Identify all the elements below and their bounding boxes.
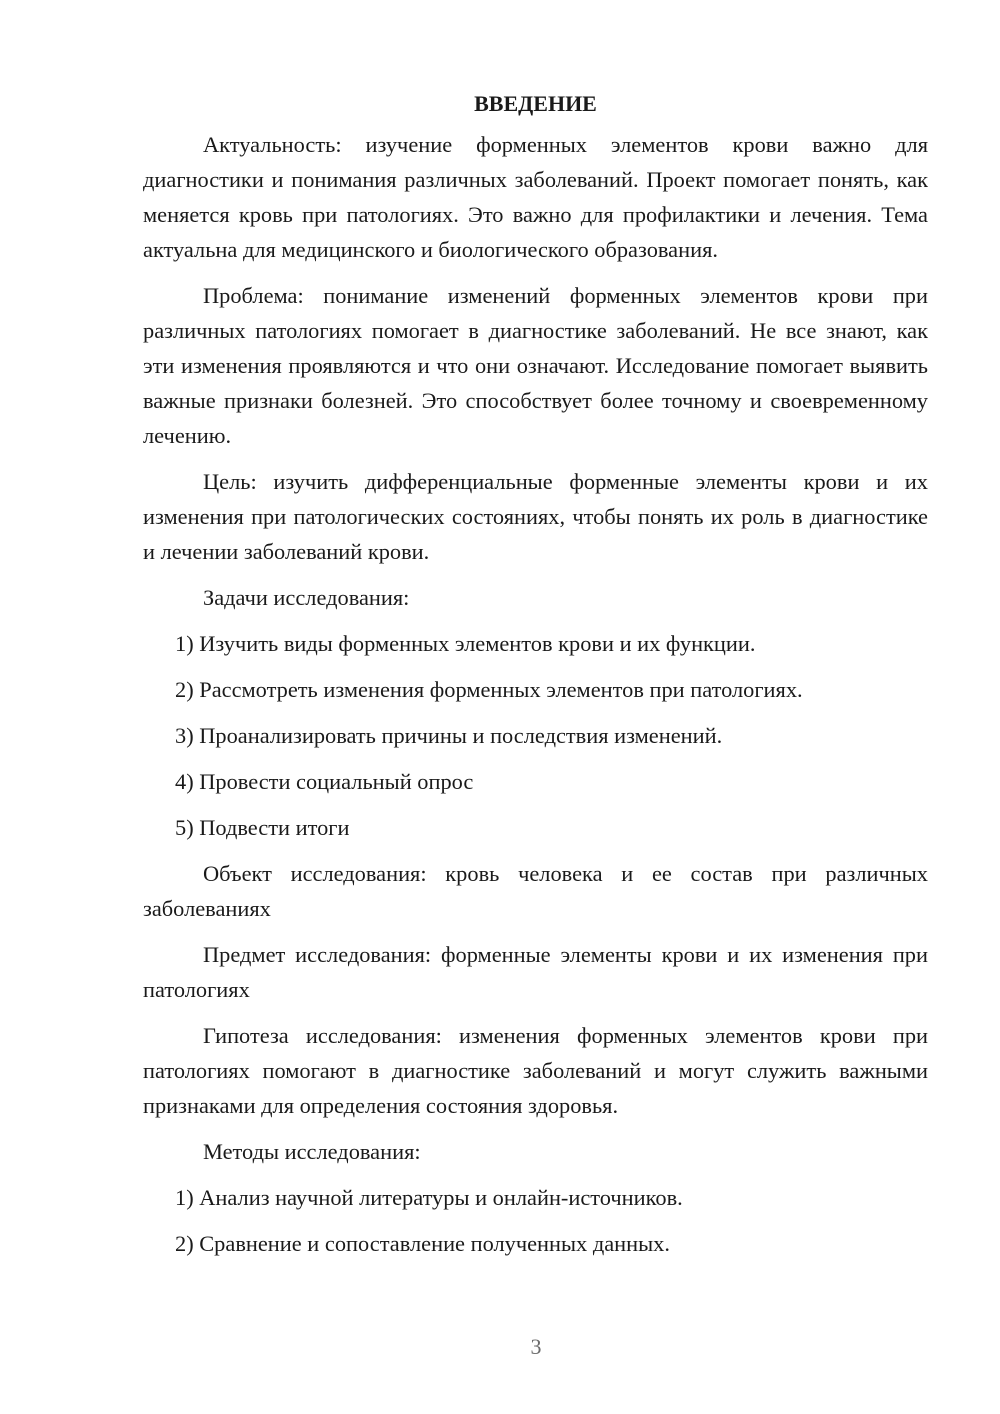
method-item: 1) Анализ научной литературы и онлайн-источников. (175, 1185, 683, 1210)
methods-label: Методы исследования: (203, 1139, 421, 1164)
task-item: 3) Проанализировать причины и последствия изменений. (175, 723, 723, 748)
subject-paragraph: Предмет исследования: форменные элементы крови и их изменения при патологиях (143, 942, 928, 1002)
object-paragraph: Объект исследования: кровь человека и ее состав при различных заболеваниях (143, 861, 928, 921)
tasks-label: Задачи исследования: (203, 585, 410, 610)
task-item: 2) Рассмотреть изменения форменных элементов при патологиях. (175, 677, 803, 702)
document-title: ВВЕДЕНИЕ (474, 91, 597, 116)
method-item: 2) Сравнение и сопоставление полученных данных. (175, 1231, 670, 1256)
task-item: 5) Подвести итоги (175, 815, 350, 840)
problem-paragraph: Проблема: понимание изменений форменных элементов крови при различных патологиях помогает в диагностике заболеваний. Не все знают, как эти изменения проявляются и что они означают. Исследование помогает выявить важные признаки болезней. Это способствует более точному и своевременному лечению. (143, 283, 928, 448)
task-item: 1) Изучить виды форменных элементов крови и их функции. (175, 631, 756, 656)
task-item: 4) Провести социальный опрос (175, 769, 474, 794)
tasks-list (143, 626, 928, 845)
relevance-paragraph: Актуальность: изучение форменных элементов крови важно для диагностики и понимания различных заболеваний. Проект помогает понять, как меняется кровь при патологиях. Это важно для профилактики и лечения. Тема актуальна для медицинского и биологического образования. (143, 132, 928, 262)
goal-paragraph: Цель: изучить дифференциальные форменные элементы крови и их изменения при патологических состояниях, чтобы понять их роль в диагностике и лечении заболеваний крови. (143, 469, 928, 564)
hypothesis-paragraph: Гипотеза исследования: изменения форменных элементов крови при патологиях помогают в диагностике заболеваний и могут служить важными признаками для определения состояния здоровья. (143, 1023, 928, 1118)
methods-list (143, 1180, 928, 1261)
page-number: 3 (530, 1334, 542, 1359)
document-page (143, 90, 928, 1272)
